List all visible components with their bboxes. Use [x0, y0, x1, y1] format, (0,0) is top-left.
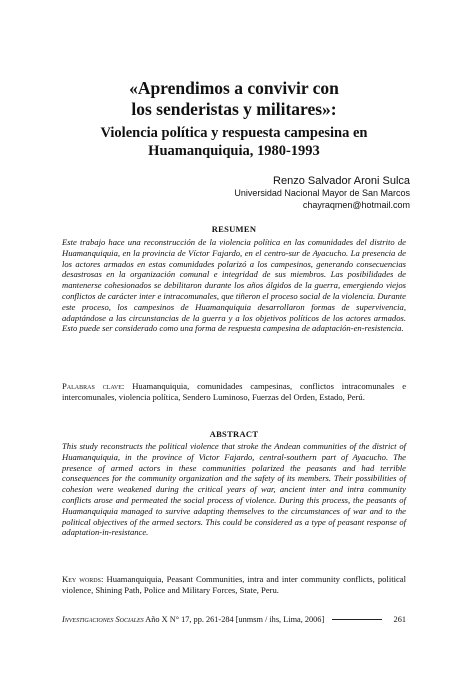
- palabras-clave-text: Huamanquiquia, comunidades campesinas, conflictos intracomunales e intercomunales, violencia política, Sendero Luminoso, Fuerzas del Orden, Estado, Perú.: [62, 381, 407, 402]
- author-block: [234, 175, 410, 211]
- key-words: [62, 574, 406, 596]
- abstract-text: This study reconstructs the political violence that stroke the Andean communities of the district of Huamanquiquia, in the province of Victor Fajardo, central-southern part of Ayacucho. The presence of armed actors in these communities polarized the peasants and had terrible consequences for the community organization and the safety of its members. Their possibilities of cohesion were weakened during the critical years of war, ancient inter and intra community conflicts arose and permeated the social process of violence. During this process, the peasants of Huamanquiquia managed to survive adapting themselves to the circumstances of war and to the political objectives of the armed sectors. This could be considered as a type of peasant response of adaptation-in-resistance.: [62, 441, 406, 538]
- footer-rule: [332, 619, 382, 620]
- palabras-clave-label: Palabras clave:: [62, 381, 125, 391]
- abstract-heading: ABSTRACT: [209, 429, 259, 439]
- article-subtitle: [40, 124, 428, 160]
- key-words-text: Huamanquiquia, Peasant Communities, intra and inter community conflicts, political violence, Shining Path, Police and Military Forces, State, Peru.: [62, 574, 406, 595]
- author-email: chayraqmen@hotmail.com: [302, 200, 410, 210]
- key-words-label: Key words:: [62, 574, 104, 584]
- author-name: Renzo Salvador Aroni Sulca: [273, 175, 410, 187]
- subtitle-line-1: Violencia política y respuesta campesina en: [100, 125, 368, 141]
- author-affiliation: Universidad Nacional Mayor de San Marcos: [234, 188, 410, 198]
- page-number: 261: [393, 615, 406, 624]
- title-line-2: los senderistas y militares»:: [131, 99, 337, 119]
- journal-name: Investigaciones Sociales: [62, 615, 144, 624]
- article-title: [40, 78, 428, 120]
- page-footer: [62, 615, 406, 625]
- journal-issue: Año X N° 17, pp. 261-284 [unmsm / ihs, Lima, 2006]: [145, 615, 325, 624]
- resumen-text: Este trabajo hace una reconstrucción de la violencia política en las comunidades del distrito de Huamanquiquia, en la provincia de Víctor Fajardo, en el centro-sur de Ayacucho. La presencia de los actores armados en estas comunidades polarizó a los campesinos, generando consecuencias desastrosas en la organización comunal e integridad de sus miembros. Las posibilidades de mantenerse cohesionados se debilitaron durante los años álgidos de la guerra, emergiendo viejos conflictos de carácter inter e intracomunales, que tiñeron el proceso social de la violencia. Durante este proceso, los campesinos de Huamanquiquia desarrollaron formas de supervivencia, adaptándose a las circunstancias de la guerra y a los objetivos políticos de los actores armados. Esto puede ser considerado como una forma de respuesta campesina de adaptación-en-resistencia.: [62, 237, 406, 334]
- resumen-heading: RESUMEN: [211, 224, 257, 234]
- subtitle-line-2: Huamanquiquia, 1980-1993: [148, 143, 320, 159]
- title-line-1: «Aprendimos a convivir con: [129, 78, 339, 98]
- palabras-clave: [62, 381, 406, 403]
